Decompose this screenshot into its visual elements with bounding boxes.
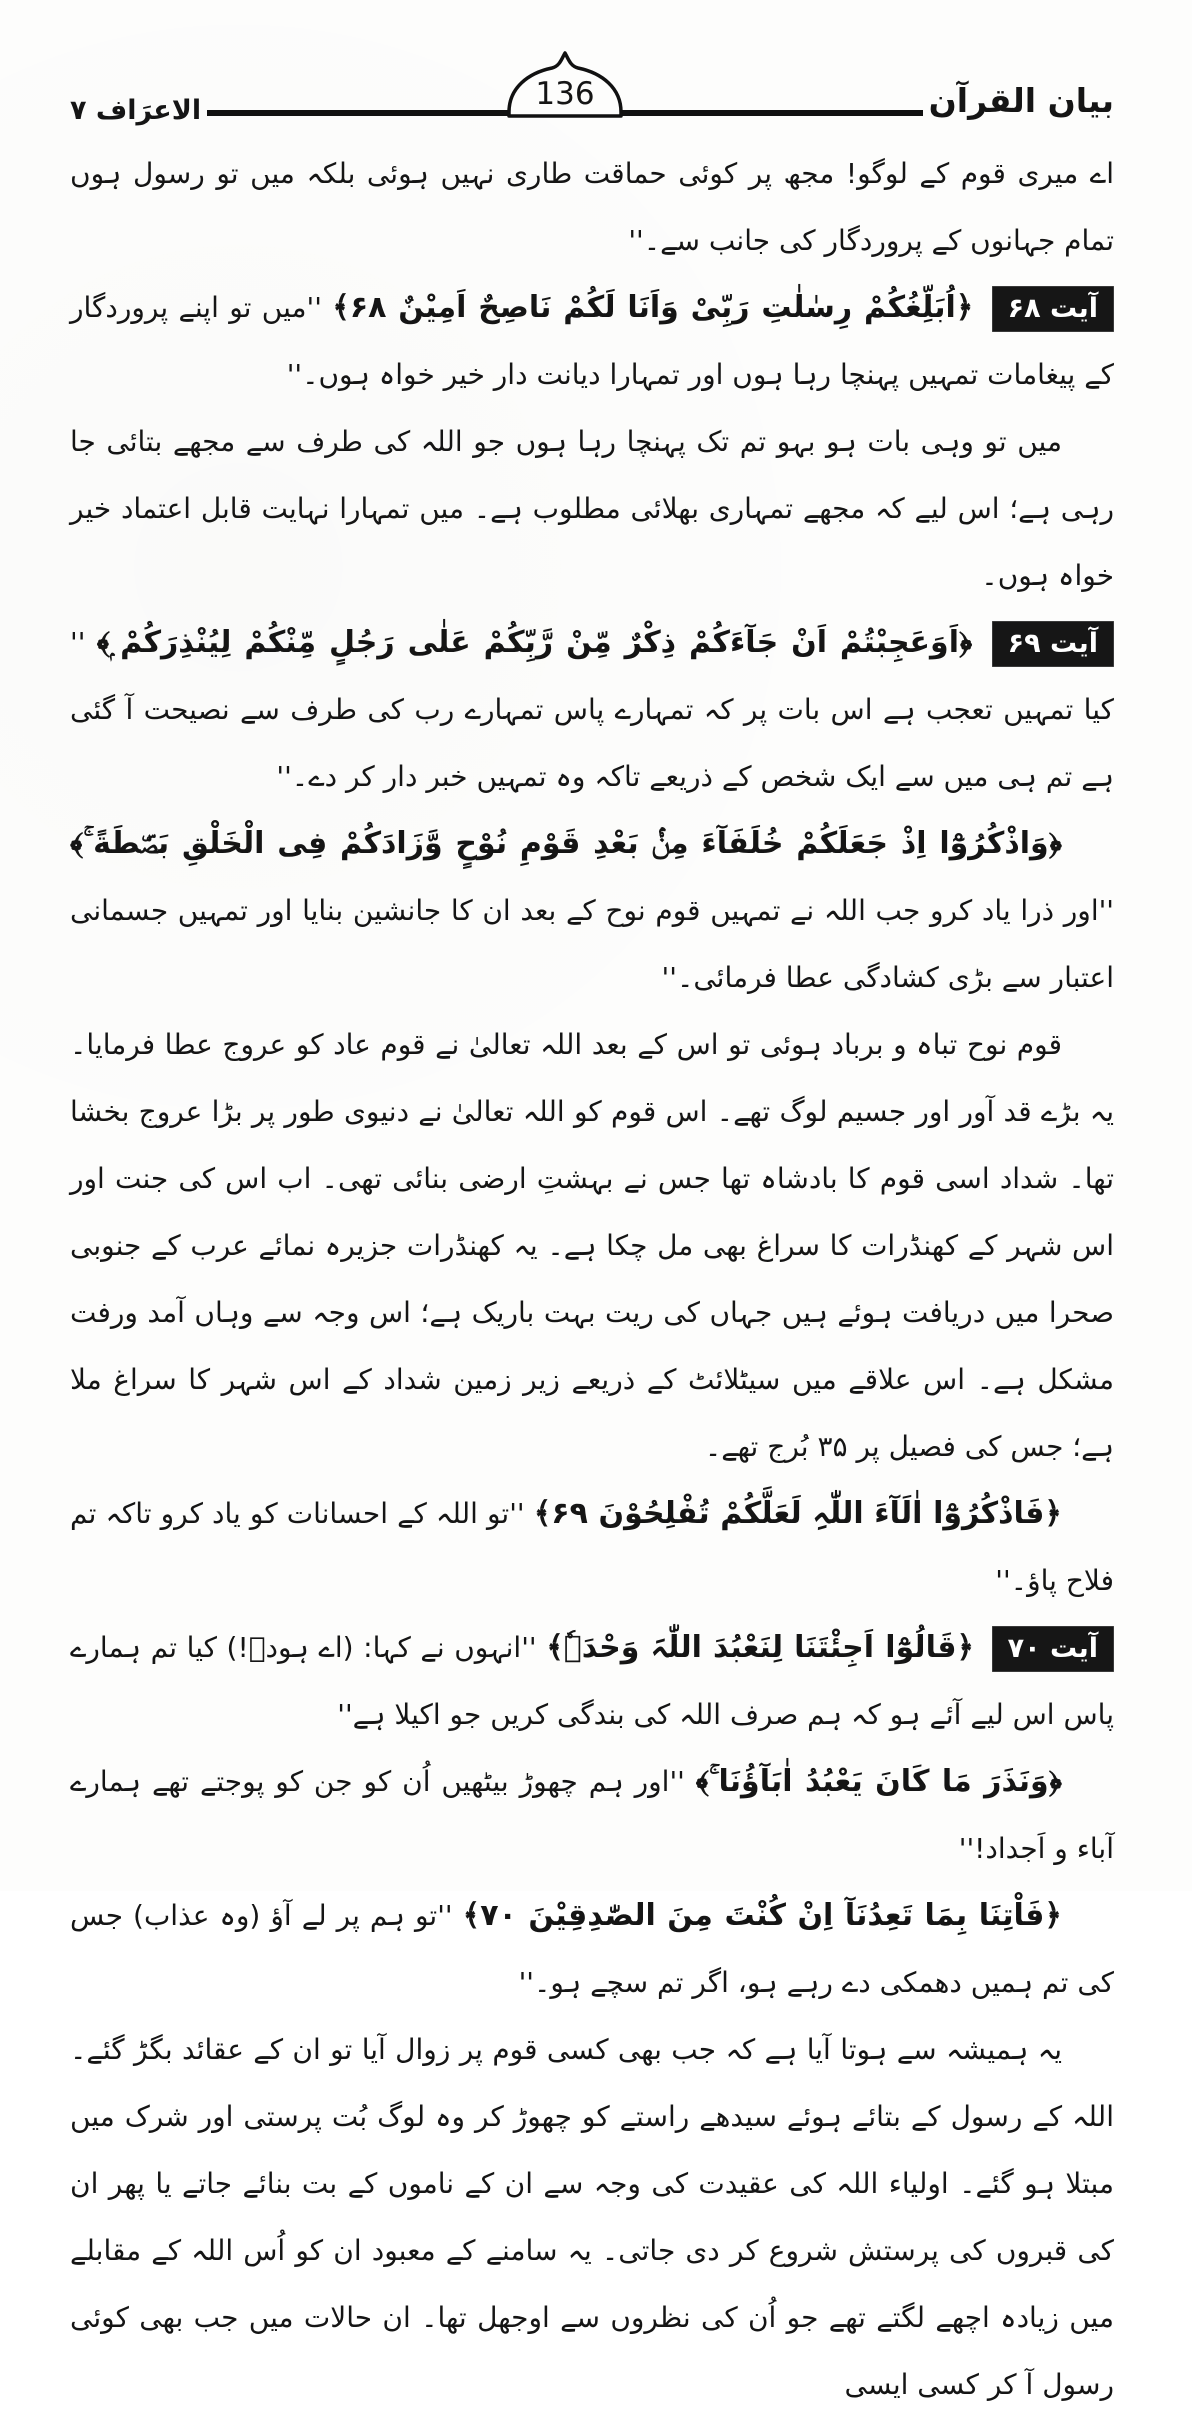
page-number-arch-icon bbox=[502, 52, 628, 118]
urdu-text: یہ ہمیشہ سے ہوتا آیا ہے کہ جب بھی کسی قوم پر زوال آیا تو ان کے عقائد بگڑ گئے۔ اللہ کے رسول کے بتائے ہوئے سیدھے راستے کو چھوڑ کر وہ لوگ بُت پرستی اور شرک میں مبتلا ہو گئے۔ اولیاء اللہ کی عقیدت کی وجہ سے ان کے ناموں کے بت بنائے جاتے یا پھر ان کی قبروں کی پرستش شروع کر دی جاتی۔ یہ سامنے کے معبود ان کو اُس اللہ کے مقابلے میں زیادہ اچھے لگتے تھے جو اُن کی نظروں سے اوجھل تھا۔ ان حالات میں جب بھی کوئی رسول آ کر کسی ایسی bbox=[70, 2033, 1114, 2401]
verse-translation-text: ''اور ذرا یاد کرو جب اللہ نے تمہیں قوم نوح کے بعد ان کا جانشین بنایا اور تمہیں جسمانی اعتبار سے بڑی کشادگی عطا فرمائی۔'' bbox=[70, 894, 1114, 994]
urdu-text: قوم نوح تباہ و برباد ہوئی تو اس کے بعد اللہ تعالیٰ نے قوم عاد کو عروج عطا فرمایا۔ یہ بڑے قد آور اور جسیم لوگ تھے۔ اس قوم کو اللہ تعالیٰ نے دنیوی طور پر بڑا عروج بخشا تھا۔ شداد اسی قوم کا بادشاہ تھا جس نے بہشتِ ارضی بنائی تھی۔ اب اس کی جنت اور اس شہر کے کھنڈرات کا سراغ بھی مل چکا ہے۔ یہ کھنڈرات جزیرہ نمائے عرب کے جنوبی صحرا میں دریافت ہوئے ہیں جہاں کی ریت بہت باریک ہے؛ اس وجہ سے وہاں آمد ورفت مشکل ہے۔ اس علاقے میں سیٹلائٹ کے ذریعے زیر زمین شداد کے اس شہر کا سراغ ملا ہے؛ جس کی فصیل پر ۳۵ بُرج تھے۔ bbox=[70, 1028, 1114, 1463]
commentary-paragraph bbox=[70, 1011, 1114, 1480]
page-body bbox=[70, 140, 1114, 2418]
arabic-verse-text: ﴿وَنَذَرَ مَا کَانَ یَعْبُدُ اٰبَآؤُنَا ۚ﴾ bbox=[695, 1764, 1062, 1799]
verse-continuation-block bbox=[70, 810, 1114, 1011]
verse-block-69 bbox=[70, 609, 1114, 810]
urdu-text: اے میری قوم کے لوگو! مجھ پر کوئی حماقت طاری نہیں ہوئی بلکہ میں تو رسول ہوں تمام جہانوں کے پروردگار کی جانب سے۔'' bbox=[70, 157, 1114, 257]
verse-continuation-block bbox=[70, 1882, 1114, 2016]
arabic-verse-text: ﴿فَاْتِنَا بِمَا تَعِدُنَآ اِنْ کُنْتَ مِنَ الصّٰدِقِیْنَ ۷۰﴾ bbox=[462, 1898, 1062, 1933]
arabic-verse-text: ﴿فَاذْکُرُوْٓا اٰلَآءَ اللّٰہِ لَعَلَّکُمْ تُفْلِحُوْنَ ۶۹﴾ bbox=[533, 1496, 1062, 1531]
header-rule bbox=[207, 56, 923, 126]
surah-label: الاعرَاف ۷ bbox=[70, 95, 202, 126]
arabic-verse-text: ﴿اَوَعَجِبْتُمْ اَنْ جَآءَکُمْ ذِکْرٌ مِّنْ رَّبِّکُمْ عَلٰی رَجُلٍ مِّنْکُمْ لِیُنْذِرَکُمْ ۭ﴾ bbox=[96, 625, 973, 660]
commentary-paragraph bbox=[70, 2016, 1114, 2418]
verse-translation-text: ''انہوں نے کہا: (اے ہودؑ!) کیا تم ہمارے پاس اس لیے آئے ہو کہ ہم صرف اللہ کی بندگی کریں جو اکیلا ہے'' bbox=[70, 1631, 1114, 1731]
verse-translation-text: ''تو اللہ کے احسانات کو یاد کرو تاکہ تم فلاح پاؤ۔'' bbox=[70, 1497, 1114, 1597]
arabic-verse-text: ﴿وَاذْکُرُوْٓا اِذْ جَعَلَکُمْ خُلَفَآءَ مِنْۢ بَعْدِ قَوْمِ نُوْحٍ وَّزَادَکُمْ فِی الْخَلْقِ بَصْۜطَةً ۚ﴾ bbox=[70, 826, 1062, 861]
verse-translation-text: ''میں تو اپنے پروردگار کے پیغامات تمہیں پہنچا رہا ہوں اور تمہارا دیانت دار خیر خواہ ہوں۔'' bbox=[70, 291, 1114, 391]
page-number: 136 bbox=[535, 76, 595, 112]
commentary-paragraph bbox=[70, 408, 1114, 609]
arabic-verse-text: ﴿قَالُوْٓا اَجِئْتَنَا لِنَعْبُدَ اللّٰہَ وَحْدَہٗ﴾ bbox=[546, 1630, 975, 1665]
page-header bbox=[70, 42, 1114, 126]
verse-continuation-block bbox=[70, 1748, 1114, 1882]
verse-block-68 bbox=[70, 274, 1114, 408]
verse-translation-text: '' کیا تمہیں تعجب ہے اس بات پر کہ تمہارے پاس تمہارے رب کی طرف سے نصیحت آ گئی ہے تم ہی میں سے ایک شخص کے ذریعے تاکہ وہ تمہیں خبر دار کر دے۔'' bbox=[70, 626, 1114, 793]
verse-block-70 bbox=[70, 1614, 1114, 1748]
verse-continuation-block bbox=[70, 1480, 1114, 1614]
ayat-marker-badge: آیت ۶۹ bbox=[992, 621, 1114, 667]
urdu-text: میں تو وہی بات ہو بہو تم تک پہنچا رہا ہوں جو اللہ کی طرف سے مجھے بتائی جا رہی ہے؛ اس لیے کہ مجھے تمہاری بھلائی مطلوب ہے۔ میں تمہارا نہایت قابل اعتماد خیر خواہ ہوں۔ bbox=[70, 425, 1114, 592]
ayat-marker-badge: آیت ۷۰ bbox=[992, 1626, 1114, 1672]
translation-paragraph bbox=[70, 140, 1114, 274]
book-title: بیان القرآن bbox=[928, 81, 1114, 120]
ayat-marker-badge: آیت ۶۸ bbox=[992, 286, 1114, 332]
arabic-verse-text: ﴿اُبَلِّغُکُمْ رِسٰلٰتِ رَبِّیْ وَاَنَا لَکُمْ نَاصِحٌ اَمِیْنٌ ۶۸﴾ bbox=[332, 290, 974, 325]
verse-translation-text: ''تو ہم پر لے آؤ (وہ عذاب) جس کی تم ہمیں دھمکی دے رہے ہو، اگر تم سچے ہو۔'' bbox=[70, 1899, 1114, 1999]
verse-translation-text: ''اور ہم چھوڑ بیٹھیں اُن کو جن کو پوجتے تھے ہمارے آباء و اَجداد!'' bbox=[70, 1765, 1114, 1865]
